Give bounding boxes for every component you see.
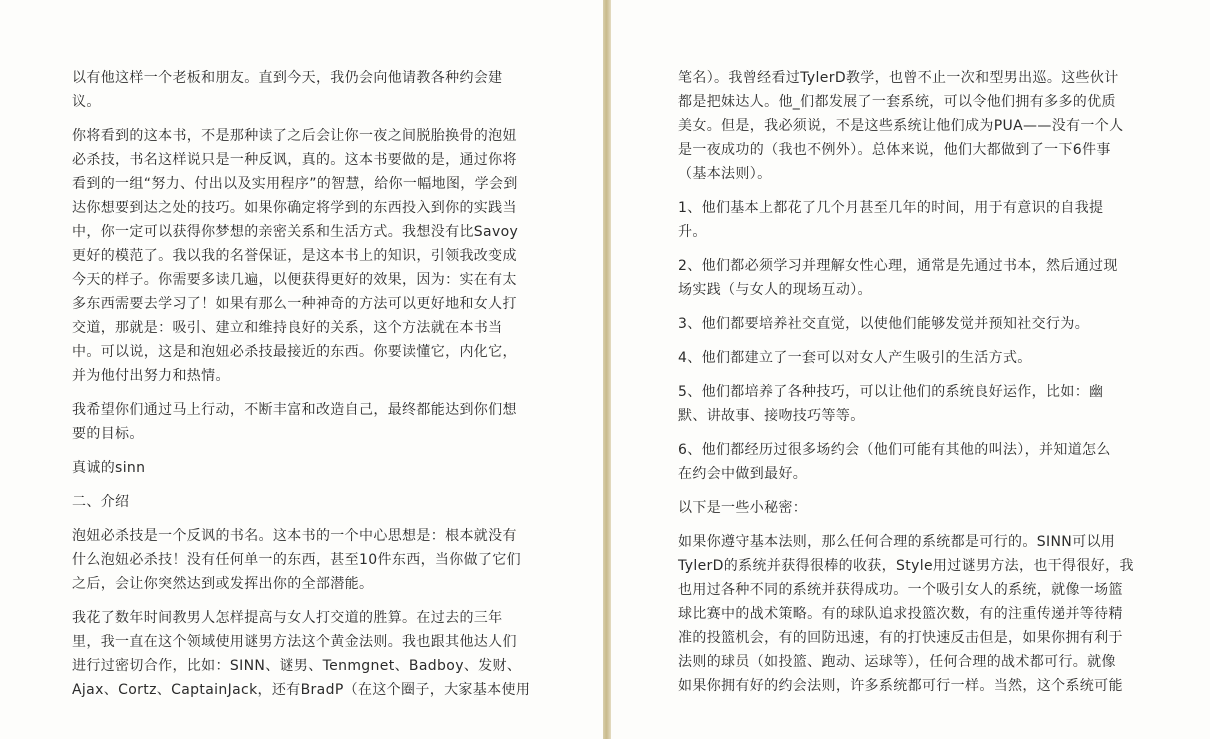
text-line: 4、他们都建立了一套可以对女人产生吸引的生活方式。 [678,350,1032,366]
paragraph [72,456,563,480]
text-line: 看到的一组“努力、付出以及实用程序”的智慧，给你一幅地图，学会到 [72,176,518,192]
text-line: 达你想要到达之处的技巧。如果你确定将学到的东西投入到你的实践当 [72,200,517,216]
text-line: 中。可以说，这是和泡妞必杀技最接近的东西。你要读懂它，内化它， [72,344,517,360]
text-line: 如果你拥有好的约会法则，许多系统都可行一样。当然，这个系统可能 [678,678,1123,694]
text-line: Ajax、Cortz、CaptainJack，还有BradP（在这个圈子，大家基本使用 [72,682,531,698]
text-line: 球比赛中的战术策略。有的球队追求投篮次数，有的注重传递并等待精 [678,606,1123,622]
text-line: 5、他们都培养了各种技巧，可以让他们的系统良好运作，比如：幽 [678,384,1104,400]
text-line: 议。 [72,94,101,110]
left-page [0,0,603,739]
text-line: 如果你遵守基本法则，那么任何合理的系统都是可行的。SINN可以用 [678,534,1116,550]
text-line: 3、他们都要培养社交直觉，以使他们能够发觉并预知社交行为。 [678,316,1090,332]
right-page [611,0,1210,739]
text-line: 以有他这样一个老板和朋友。直到今天，我仍会向他请教各种约会建 [72,70,503,86]
text-line: （基本法则）。 [678,166,772,182]
text-line: 以下是一些小秘密： [678,500,808,516]
text-line: 泡妞必杀技是一个反讽的书名。这本书的一个中心思想是：根本就没有 [72,528,517,544]
text-line: 法则的球员（如投篮、跑动、运球等），任何合理的战术都可行。就像 [678,654,1116,670]
book-gutter [603,0,611,739]
text-line: 是一夜成功的（我也不例外）。总体来说，他们大都做到了一下6件事 [678,142,1111,158]
paragraph [72,606,563,702]
text-line: 今天的样子。你需要多读几遍，以便获得更好的效果，因为：实在有太 [72,272,517,288]
text-line: 进行过密切合作，比如：SINN、谜男、Tenmgnet、Badboy、发财、 [72,658,522,674]
text-line: 二、介绍 [72,494,130,510]
text-line: TylerD的系统并获得很棒的收获，Style用过谜男方法，也干得很好，我 [678,558,1134,574]
paragraph [72,398,563,446]
text-line: 升。 [678,224,707,240]
text-line: 2、他们都必须学习并理解女性心理，通常是先通过书本，然后通过现 [678,258,1118,274]
paragraph [72,124,563,388]
text-line: 中，你一定可以获得你梦想的亲密关系和生活方式。我想没有比Savoy [72,224,519,240]
paragraph [678,438,1170,486]
paragraph [72,490,563,514]
text-line: 都是把妹达人。他_们都发展了一套系统，可以令他们拥有多多的优质 [678,94,1116,110]
text-line: 我花了数年时间教男人怎样提高与女人打交道的胜算。在过去的三年 [72,610,503,626]
text-line: 也用过各种不同的系统并获得成功。一个吸引女人的系统，就像一场篮 [678,582,1123,598]
text-line: 准的投篮机会，有的回防迅速，有的打快速反击但是，如果你拥有利于 [678,630,1123,646]
text-line: 必杀技，书名这样说只是一种反讽，真的。这本书要做的是，通过你将 [72,152,517,168]
text-line: 你将看到的这本书，不是那种读了之后会让你一夜之间脱胎换骨的泡妞 [72,128,517,144]
text-line: 真诚的sinn [72,460,146,476]
paragraph [72,66,563,114]
paragraph [678,312,1170,336]
text-line: 6、他们都经历过很多场约会（他们可能有其他的叫法），并知道怎么 [678,442,1111,458]
text-line: 我希望你们通过马上行动，不断丰富和改造自己，最终都能达到你们想 [72,402,517,418]
text-line: 并为他付出努力和热情。 [72,368,230,384]
paragraph [678,196,1170,244]
paragraph [678,530,1170,698]
text-line: 多东西需要去学习了！如果有那么一种神奇的方法可以更好地和女人打 [72,296,517,312]
text-line: 里，我一直在这个领域使用谜男方法这个黄金法则。我也跟其他达人们 [72,634,517,650]
paragraph [678,496,1170,520]
text-line: 要的目标。 [72,426,144,442]
text-line: 更好的模范了。我以我的名誉保证，是这本书上的知识，引领我改变成 [72,248,517,264]
text-line: 在约会中做到最好。 [678,466,808,482]
text-line: 什么泡妞必杀技！没有任何单一的东西，甚至10件东西，当你做了它们 [72,552,522,568]
paragraph [678,346,1170,370]
text-line: 场实践（与女人的现场互动）。 [678,282,872,298]
text-line: 笔名）。我曾经看过TylerD教学，也曾不止一次和型男出巡。这些伙计 [678,70,1119,86]
paragraph [678,66,1170,186]
text-line: 1、他们基本上都花了几个月甚至几年的时间，用于有意识的自我提 [678,200,1104,216]
text-line: 美女。但是，我必须说，不是这些系统让他们成为PUA——没有一个人 [678,118,1124,134]
text-line: 之后，会让你突然达到或发挥出你的全部潜能。 [72,576,374,592]
paragraph [678,380,1170,428]
paragraph [678,254,1170,302]
text-line: 交道，那就是：吸引、建立和维持良好的关系，这个方法就在本书当 [72,320,503,336]
text-line: 默、讲故事、接吻技巧等等。 [678,408,865,424]
paragraph [72,524,563,596]
